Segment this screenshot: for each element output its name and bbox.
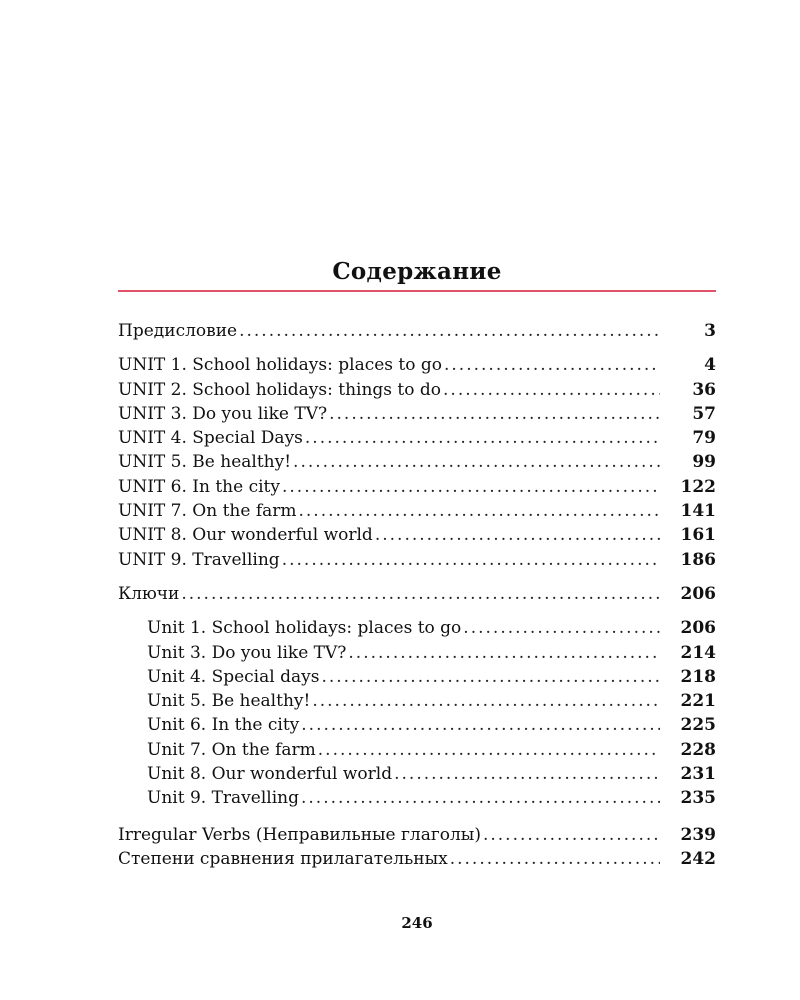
toc-entry-label: Unit 7. On the farm xyxy=(147,739,316,760)
toc-entry-label: UNIT 1. School holidays: places to go xyxy=(118,355,442,376)
toc-entry[interactable] xyxy=(118,548,716,572)
dot-leader xyxy=(318,738,660,762)
toc-entry-label: Unit 1. School holidays: places to go xyxy=(147,618,462,639)
toc-entry-label: UNIT 8. Our wonderful world xyxy=(118,525,373,546)
dot-leader xyxy=(443,378,660,402)
toc-entry[interactable] xyxy=(118,378,716,402)
toc-entry-page: 231 xyxy=(680,764,716,785)
toc-entry-page: 242 xyxy=(680,848,716,869)
dot-leader xyxy=(329,402,660,426)
toc-entry[interactable] xyxy=(118,847,716,871)
dot-leader xyxy=(463,616,660,640)
toc-entry-page: 141 xyxy=(680,501,716,522)
toc-entry-label: Предисловие xyxy=(118,321,238,341)
toc-entry[interactable] xyxy=(118,499,716,523)
toc-entry-label: Unit 8. Our wonderful world xyxy=(147,764,393,785)
dot-leader xyxy=(312,689,660,713)
toc-entry-page: 99 xyxy=(692,452,716,473)
toc-entry-page: 3 xyxy=(704,321,716,341)
toc-subentry[interactable] xyxy=(118,738,716,762)
toc-entry[interactable] xyxy=(118,450,716,474)
toc-entry-page: 57 xyxy=(692,403,716,424)
toc-subentry[interactable] xyxy=(118,786,716,810)
toc-entry-page: 206 xyxy=(680,583,716,604)
toc-entry-label: UNIT 9. Travelling xyxy=(118,549,280,570)
toc-entry-page: 239 xyxy=(680,824,716,845)
toc-entry-page: 228 xyxy=(680,739,716,760)
toc-entry[interactable] xyxy=(118,319,716,343)
toc-entry-page: 79 xyxy=(692,428,716,449)
toc-subentry[interactable] xyxy=(118,689,716,713)
dot-leader xyxy=(321,665,660,689)
dot-leader xyxy=(301,786,660,810)
toc-subentry[interactable] xyxy=(118,616,716,640)
toc-entry-page: 221 xyxy=(680,691,716,712)
dot-leader xyxy=(483,823,660,847)
dot-leader xyxy=(282,548,660,572)
toc-entry-label: Unit 5. Be healthy! xyxy=(147,691,311,712)
toc-entry-label: Unit 3. Do you like TV? xyxy=(147,642,347,663)
page-number: 246 xyxy=(401,914,433,932)
dot-leader xyxy=(301,713,660,737)
toc-entry[interactable] xyxy=(118,582,716,606)
toc-entry-page: 206 xyxy=(680,618,716,639)
dot-leader xyxy=(305,426,660,450)
toc-entry-label: Unit 6. In the city xyxy=(147,715,300,736)
toc-entry-page: 218 xyxy=(680,666,716,687)
dot-leader xyxy=(282,475,660,499)
title-rule xyxy=(118,290,716,292)
dot-leader xyxy=(299,499,661,523)
toc-entry-label: Irregular Verbs (Неправильные глаголы) xyxy=(118,824,481,845)
toc-entry-label: UNIT 6. In the city xyxy=(118,476,280,497)
dot-leader xyxy=(239,319,660,343)
toc-entry-label: Степени сравнения прилагательных xyxy=(118,848,448,869)
toc-entry[interactable] xyxy=(118,823,716,847)
toc-entry-page: 4 xyxy=(704,355,716,376)
toc-entry[interactable] xyxy=(118,523,716,547)
toc-entry-label: UNIT 2. School holidays: things to do xyxy=(118,379,442,400)
toc-entry-label: Unit 9. Travelling xyxy=(147,788,299,809)
dot-leader xyxy=(181,582,660,606)
toc-entry-page: 186 xyxy=(680,549,716,570)
toc-entry-label: UNIT 4. Special Days xyxy=(118,428,303,449)
toc-entry-page: 36 xyxy=(692,379,716,400)
toc-subentry[interactable] xyxy=(118,713,716,737)
toc-subentry[interactable] xyxy=(118,641,716,665)
toc-entry-label: Ключи xyxy=(118,583,180,604)
toc-entry-page: 161 xyxy=(680,525,716,546)
toc-entry-page: 214 xyxy=(680,642,716,663)
toc-entry[interactable] xyxy=(118,475,716,499)
dot-leader xyxy=(375,523,660,547)
dot-leader xyxy=(293,450,660,474)
toc-subentry[interactable] xyxy=(118,665,716,689)
toc-entry-label: Unit 4. Special days xyxy=(147,666,320,687)
toc-entry-page: 225 xyxy=(680,715,716,736)
toc-entry[interactable] xyxy=(118,353,716,377)
toc-entry-page: 122 xyxy=(680,476,716,497)
toc-entry-label: UNIT 5. Be healthy! xyxy=(118,452,292,473)
toc-entry-label: UNIT 3. Do you like TV? xyxy=(118,403,328,424)
dot-leader xyxy=(394,762,660,786)
dot-leader xyxy=(348,641,660,665)
toc-entry-label: UNIT 7. On the farm xyxy=(118,501,297,522)
dot-leader xyxy=(444,353,660,377)
dot-leader xyxy=(450,847,660,871)
toc-entry-page: 235 xyxy=(680,788,716,809)
toc-entry[interactable] xyxy=(118,426,716,450)
page-title: Содержание xyxy=(332,258,502,285)
table-of-contents xyxy=(118,319,716,871)
toc-subentry[interactable] xyxy=(118,762,716,786)
toc-entry[interactable] xyxy=(118,402,716,426)
